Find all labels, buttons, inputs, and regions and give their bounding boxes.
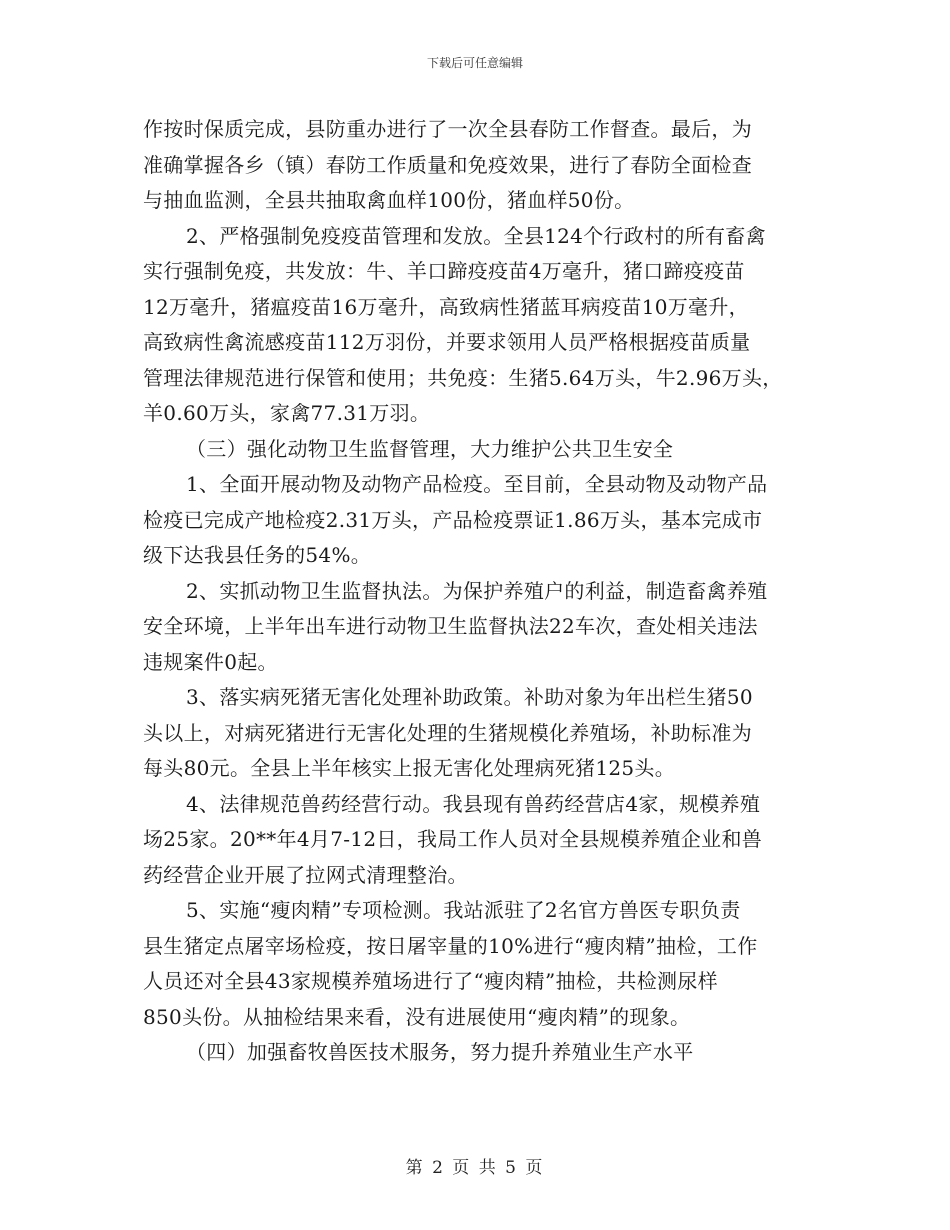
body-line: 与抽血监测，全县共抽取禽血样100份，猪血样50份。 [143,188,635,212]
paragraph-start-line: 5、实施“瘦肉精”专项检测。我站派驻了2名官方兽医专职负责 [186,898,741,922]
body-line: 管理法律规范进行保管和使用；共免疫：生猪5.64万头，牛2.96万头， [143,365,783,390]
paragraph-start-line: 3、落实病死猪无害化处理补助政策。补助对象为年出栏生猪50 [186,685,753,709]
paragraph-start-line: 2、实抓动物卫生监督执法。为保护养殖户的利益，制造畜禽养殖 [186,578,768,603]
body-line: 羊0.60万头，家禽77.31万羽。 [143,401,431,425]
body-line: 药经营企业开展了拉网式清理整治。 [143,862,468,887]
section-heading: （四）加强畜牧兽医技术服务，努力提升养殖业生产水平 [186,1040,694,1064]
body-line: 高致病性禽流感疫苗112万羽份，并要求领用人员严格根据疫苗质量 [143,330,751,354]
paragraph-start-line: 1、全面开展动物及动物产品检疫。至目前，全县动物及动物产品 [186,472,768,496]
body-line: 县生猪定点屠宰场检疫，按日屠宰量的10%进行“瘦肉精”抽检，工作 [143,933,758,958]
paragraph-start-line: 4、法律规范兽药经营行动。我县现有兽药经营店4家，规模养殖 [186,791,761,816]
body-line: 准确掌握各乡（镇）春防工作质量和免疫效果，进行了春防全面检查 [143,152,752,177]
body-line: 人员还对全县43家规模养殖场进行了“瘦肉精”抽检，共检测尿样 [143,969,718,993]
page-number-footer: 第 2 页 共 5 页 [405,1158,545,1178]
body-line: 实行强制免疫，共发放：牛、羊口蹄疫疫苗4万毫升，猪口蹄疫疫苗 [143,259,745,283]
body-line: 场25家。20**年4月7-12日，我局工作人员对全县规模养殖企业和兽 [143,827,763,851]
body-line: 作按时保质完成，县防重办进行了一次全县春防工作督查。最后，为 [143,117,752,141]
body-line: 检疫已完成产地检疫2.31万头，产品检疫票证1.86万头，基本完成市 [143,507,763,532]
body-line: 850头份。从抽检结果来看，没有进展使用“瘦肉精”的现象。 [143,1004,691,1029]
page-header-note: 下载后可任意编辑 [426,56,523,70]
body-line: 安全环境，上半年出车进行动物卫生监督执法22车次，查处相关违法 [143,614,758,638]
body-line: 级下达我县任务的54%。 [143,543,372,567]
body-line: 12万毫升，猪瘟疫苗16万毫升，高致病性猪蓝耳病疫苗10万毫升， [143,294,749,319]
body-line: 违规案件0起。 [143,649,278,674]
paragraph-start-line: 2、严格强制免疫疫苗管理和发放。全县124个行政村的所有畜禽 [186,223,766,248]
section-heading: （三）强化动物卫生监督管理，大力维护公共卫生安全 [186,436,674,461]
body-line: 头以上，对病死猪进行无害化处理的生猪规模化养殖场，补助标准为 [143,720,752,745]
document-body [143,112,843,1071]
body-line: 每头80元。全县上半年核实上报无害化处理病死猪125头。 [143,756,676,780]
